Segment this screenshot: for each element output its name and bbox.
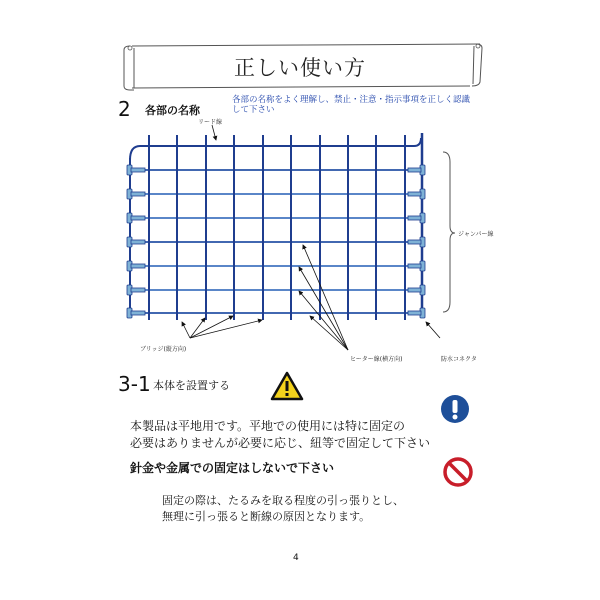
- label-jumper-wire: ジャンパー線: [458, 231, 494, 238]
- paragraph-1-line-1: 本製品は平地用です。平地での使用には特に固定の: [130, 419, 406, 433]
- exclamation-circle-icon: [440, 394, 470, 424]
- page-number: 4: [293, 553, 299, 563]
- lead-wire: [130, 138, 421, 160]
- section-3-1-number: 3-1: [118, 372, 151, 396]
- section-2-number: 2: [118, 97, 131, 121]
- prohibition-warning-text: 針金や金属での固定はしないで下さい: [130, 461, 335, 475]
- note-line-1: 各部の名称をよく理解し、禁止・注意・指示事項を正しく認識: [232, 95, 471, 105]
- label-bridge: ブリッジ(縦方向): [140, 346, 187, 353]
- bridges: [149, 135, 405, 320]
- label-lead-wire: リード線: [198, 119, 223, 126]
- paragraph-1-line-2: 必要はありませんが必要に応じ、紐等で固定して下さい: [130, 436, 431, 450]
- warning-triangle-icon: [270, 371, 304, 401]
- section-3-1-title: 本体を設置する: [153, 379, 230, 392]
- installation-paragraph: [130, 418, 430, 452]
- paragraph-2-line-2: 無理に引っ張ると断線の原因となります。: [162, 510, 371, 523]
- jumper-brace: [443, 152, 455, 312]
- label-waterproof-connector: 防水コネクタ: [441, 356, 477, 363]
- tension-caution-paragraph: [162, 493, 404, 525]
- label-heater-wire: ヒーター線(横方向): [350, 356, 403, 363]
- section-2-title: 各部の名称: [145, 104, 200, 117]
- note-line-2: して下さい: [232, 105, 275, 115]
- paragraph-2-line-1: 固定の際は、たるみを取る程度の引っ張りとし、: [162, 494, 404, 507]
- page-title: 正しい使い方: [234, 56, 366, 80]
- prohibition-icon: [442, 456, 474, 488]
